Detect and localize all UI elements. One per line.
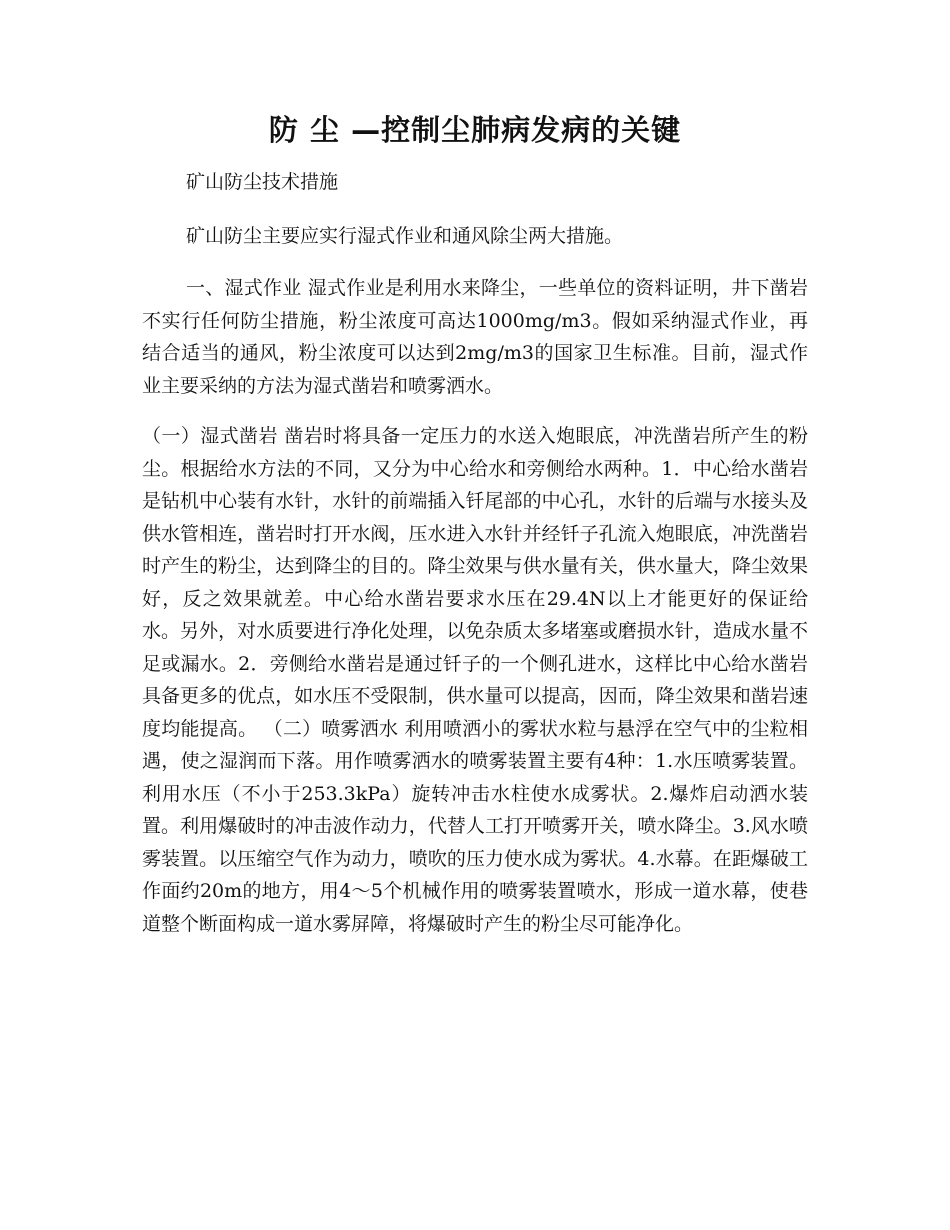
document-title: 防 尘 —控制尘肺病发病的关键 <box>268 113 682 147</box>
section-heading: 矿山防尘技术措施 <box>186 171 339 193</box>
wet-operation-paragraph: 一、湿式作业 湿式作业是利用水来降尘，一些单位的资料证明，井下凿岩不实行任何防尘措施，粉尘浓度可高达1000mg/m3。假如采纳湿式作业，再结合适当的通风，粉尘浓度可以达到2mg/m3的国家卫生标准。目前，湿式作业主要采纳的方法为湿式凿岩和喷雾洒水。 <box>142 277 808 397</box>
intro-paragraph: 矿山防尘主要应实行湿式作业和通风除尘两大措施。 <box>186 225 624 247</box>
wet-drilling-paragraph: （一）湿式凿岩 凿岩时将具备一定压力的水送入炮眼底，冲洗凿岩所产生的粉尘。根据给水方法的不同，又分为中心给水和旁侧给水两种。1．中心给水凿岩是钻机中心装有水针，水针的前端插入钎尾部的中心孔，水针的后端与水接头及供水管相连，凿岩时打开水阀，压水进入水针并经钎子孔流入炮眼底，冲洗凿岩时产生的粉尘，达到降尘的目的。降尘效果与供水量有关，供水量大，降尘效果好，反之效果就差。中心给水凿岩要求水压在29.4N以上才能更好的保证给水。另外，对水质要进行净化处理，以免杂质太多堵塞或磨损水针，造成水量不足或漏水。2．旁侧给水凿岩是通过钎子的一个侧孔进水，这样比中心给水凿岩具备更多的优点，如水压不受限制，供水量可以提高，因而，降尘效果和凿岩速度均能提高。 （二）喷雾洒水 利用喷洒小的雾状水粒与悬浮在空气中的尘粒相遇，使之湿润而下落。用作喷雾洒水的喷雾装置主要有4种：1.水压喷雾装置。利用水压（不小于253.3kPa）旋转冲击水柱使水成雾状。2.爆炸启动洒水装置。利用爆破时的冲击波作动力，代替人工打开喷雾开关，喷水降尘。3.风水喷雾装置。以压缩空气作为动力，喷吹的压力使水成为雾状。4.水幕。在距爆破工作面约20m的地方，用4～5个机械作用的喷雾装置喷水，形成一道水幕，使巷道整个断面构成一道水雾屏障，将爆破时产生的粉尘尽可能净化。 <box>142 425 808 935</box>
